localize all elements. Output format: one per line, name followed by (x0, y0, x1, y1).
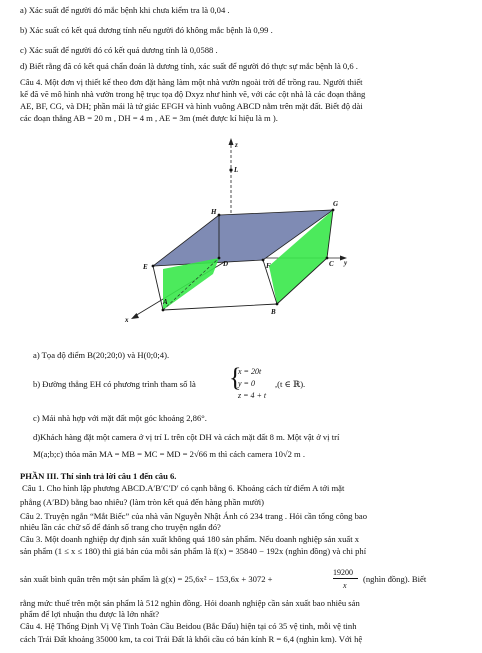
item-b-eq1: x = 20t (238, 367, 262, 376)
label-h: H (211, 208, 217, 216)
q1-line2: phẳng (A′BD) bằng bao nhiêu? (làm tròn kết quả đến hàng phần mười) (20, 497, 265, 507)
q3-frac-bar (333, 578, 358, 579)
label-a: A (163, 298, 168, 306)
q2-line1: Câu 2. Truyện ngắn “Mắt Biếc” của nhà văn Nguyễn Nhật Ánh có 234 trang . Hỏi cần tổng công bao (20, 511, 368, 521)
statement-a: a) Xác suất để người đó mắc bệnh khi chưa kiểm tra là 0,04 . (20, 5, 230, 15)
label-c: C (329, 260, 334, 268)
point-l (229, 168, 232, 171)
q2-line2: nhiêu lần các chữ số để đánh số trang cho truyện ngắn đó? (20, 522, 221, 532)
item-a: a) Tọa độ điểm B(20;20;0) và H(0;0;4). (33, 350, 170, 360)
column-ae (153, 266, 163, 310)
q3-line4: rằng mức thuế trên một sản phẩm là 512 nghìn đồng. Hỏi doanh nghiệp cần sản xuất bao nhiêu sản (20, 598, 360, 608)
cau4-line1: Câu 4. Một đơn vị thiết kế theo đơn đặt hàng làm một nhà vườn ngoài trời để trồng rau. Người thiết (20, 77, 363, 87)
q3-line3b: (nghìn đồng). Biết (363, 574, 427, 584)
point-c (326, 257, 329, 260)
garden-house-figure (115, 138, 355, 328)
q4-line1: Câu 4. Hệ Thống Định Vị Vệ Tinh Toàn Cầu Beidou (Bắc Đẩu) hiện tại có 35 vệ tinh, mỗi vệ tinh (20, 621, 357, 631)
cau4-line4: các đoạn thẳng AB = 20 m , DH = 4 m , AE = 3m (mét được kí hiệu là m ). (20, 113, 278, 123)
point-e (152, 265, 155, 268)
item-b-text: b) Đường thẳng EH có phương trình tham số là (33, 379, 196, 389)
point-f (262, 259, 265, 262)
point-a (162, 309, 165, 312)
q3-line1: Câu 3. Một doanh nghiệp dự định sản xuất không quá 180 sản phẩm. Nếu doanh nghiệp sản xuất x (20, 534, 360, 544)
q3-frac-den: x (343, 581, 347, 590)
q3-line5: phẩm để lợi nhuận thu được là lớn nhất? (20, 609, 160, 619)
q3-line2: sản phẩm (1 ≤ x ≤ 180) thì giá bán của mỗi sản phẩm là f(x) = 35840 − 192x (nghìn đồng) và chi phí (20, 546, 367, 556)
q3-frac-num: 19200 (333, 568, 353, 577)
label-x: x (125, 316, 129, 324)
item-b-param: ,(t ∈ ℝ). (275, 379, 306, 389)
z-axis-arrow (229, 138, 234, 145)
label-y: y (344, 259, 348, 267)
point-g (332, 209, 335, 212)
label-g: G (333, 200, 339, 208)
label-d: D (223, 260, 229, 268)
cau4-line3: AE, BF, CG, và DH; phần mái là tứ giác EFGH và hình vuông ABCD nằm trên mặt đất. Biết độ dài (20, 101, 363, 111)
part3-heading: PHẦN III. Thí sinh trả lời câu 1 đến câu 6. (20, 471, 177, 481)
statement-d: d) Biết rằng đã có kết quả chẩn đoán là dương tính, xác suất để người đó thực sự mắc bệnh là 0,6 . (20, 61, 358, 71)
q1-line1: Câu 1. Cho hình lập phương ABCD.A′B′C′D′ có cạnh bằng 6. Khoảng cách từ điểm A tới mặt (22, 483, 345, 493)
cau4-line2: kế đã vẽ mô hình nhà vườn trong hệ trục tọa độ Dxyz như hình vẽ, với các cột nhà là các đoạn thẳng (20, 89, 366, 99)
item-b-eq2: y = 0 (238, 379, 255, 388)
label-l: L (234, 166, 239, 174)
point-d (218, 257, 221, 260)
q3-line3a: sản xuất bình quân trên một sản phẩm là g(x) = 25,6x² − 153,6x + 3072 + (20, 574, 273, 584)
label-b: B (271, 308, 276, 316)
statement-b: b) Xác suất có kết quả dương tính nếu người đó không mắc bệnh là 0,99 . (20, 25, 273, 35)
item-d-line2: M(a;b;c) thỏa mãn MA = MB = MC = MD = 2√66 m thì cách camera 10√2 m . (33, 449, 306, 459)
q4-line2: cách Trái Đất khoảng 35000 km, ta coi Trái Đất là khối cầu có bán kính R = 6,4 (nghìn km). Với hệ (20, 634, 363, 644)
item-c: c) Mái nhà hợp với mặt đất một góc khoảng 2,86°. (33, 413, 207, 423)
point-h (218, 214, 221, 217)
label-e: E (143, 263, 148, 271)
system-brace: { (229, 363, 242, 392)
label-f: F (266, 262, 271, 270)
point-b (276, 303, 279, 306)
statement-c: c) Xác suất để người đó có kết quả dương tính là 0,0588 . (20, 45, 218, 55)
label-z: z (235, 141, 238, 149)
item-d-line1: d)Khách hàng đặt một camera ở vị trí L trên cột DH và cách mặt đất 8 m. Một vật ở vị trí (33, 432, 340, 442)
item-b-eq3: z = 4 + t (238, 391, 267, 400)
